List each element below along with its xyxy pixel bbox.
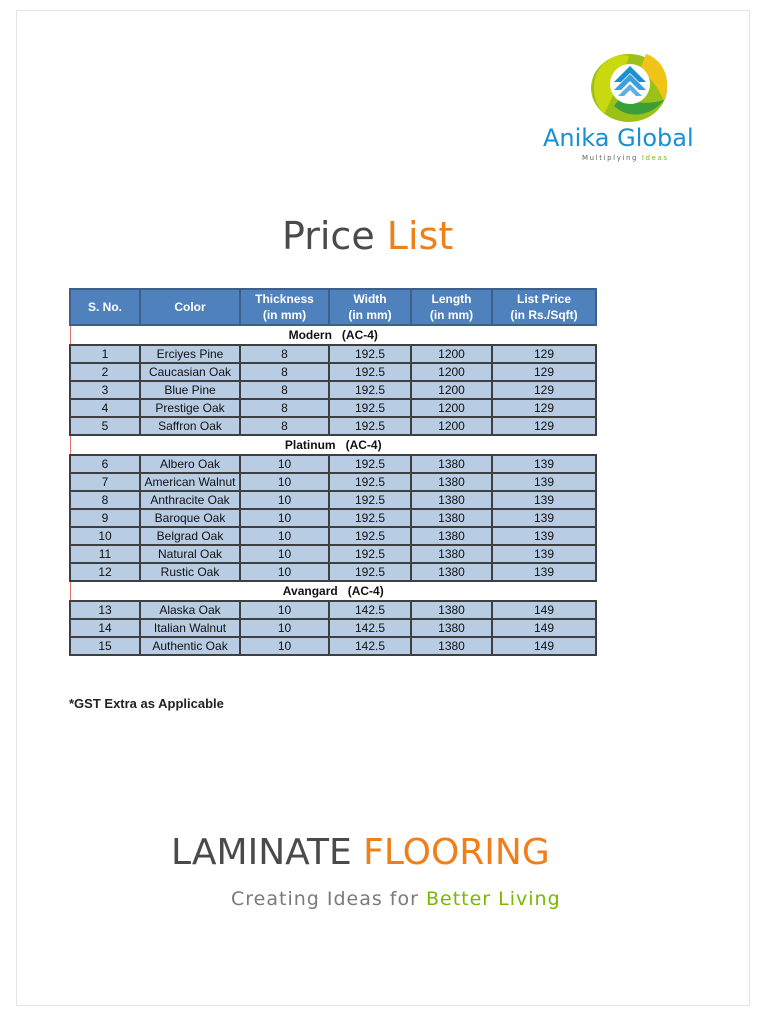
cell-thickness: 10: [240, 473, 329, 491]
cell-length: 1380: [411, 491, 492, 509]
cell-width: 142.5: [329, 637, 411, 655]
cell-length: 1380: [411, 563, 492, 581]
cell-color: Albero Oak: [140, 455, 240, 473]
cell-width: 192.5: [329, 527, 411, 545]
table-body: [70, 325, 596, 655]
bottom-title-main: LAMINATE: [171, 832, 352, 873]
cell-thickness: 10: [240, 619, 329, 637]
cell-thickness: 8: [240, 345, 329, 363]
group-name: Modern (AC-4): [70, 325, 596, 345]
cell-sno: 9: [70, 509, 140, 527]
table-row: [70, 619, 596, 637]
group-row: [70, 581, 596, 601]
cell-width: 192.5: [329, 473, 411, 491]
cell-thickness: 10: [240, 601, 329, 619]
cell-sno: 6: [70, 455, 140, 473]
title-main: Price: [282, 214, 375, 258]
cell-length: 1380: [411, 545, 492, 563]
cell-list-price: 139: [492, 455, 596, 473]
cell-length: 1200: [411, 417, 492, 435]
cell-length: 1380: [411, 637, 492, 655]
anika-global-logo-icon: [584, 44, 674, 124]
brand-name: Anika Global: [543, 124, 694, 152]
cell-thickness: 8: [240, 417, 329, 435]
cell-thickness: 10: [240, 455, 329, 473]
brand-tagline: [582, 154, 702, 162]
bottom-tag-accent: Better Living: [425, 888, 561, 910]
cell-width: 192.5: [329, 545, 411, 563]
cell-length: 1380: [411, 473, 492, 491]
cell-color: Belgrad Oak: [140, 527, 240, 545]
cell-length: 1200: [411, 345, 492, 363]
cell-thickness: 10: [240, 637, 329, 655]
cell-thickness: 8: [240, 363, 329, 381]
cell-length: 1380: [411, 455, 492, 473]
cell-width: 192.5: [329, 417, 411, 435]
group-row: [70, 435, 596, 455]
cell-length: 1200: [411, 363, 492, 381]
cell-length: 1200: [411, 399, 492, 417]
bottom-tagline: [231, 888, 631, 910]
cell-color: Authentic Oak: [140, 637, 240, 655]
cell-list-price: 139: [492, 545, 596, 563]
cell-color: Baroque Oak: [140, 509, 240, 527]
table-row: [70, 363, 596, 381]
cell-color: Anthracite Oak: [140, 491, 240, 509]
cell-length: 1380: [411, 619, 492, 637]
cell-thickness: 10: [240, 491, 329, 509]
table-row: [70, 381, 596, 399]
cell-list-price: 129: [492, 345, 596, 363]
cell-list-price: 129: [492, 381, 596, 399]
table-row: [70, 345, 596, 363]
cell-sno: 12: [70, 563, 140, 581]
bottom-tag-main: Creating Ideas for: [231, 888, 419, 910]
group-row: [70, 325, 596, 345]
cell-thickness: 10: [240, 545, 329, 563]
table-row: [70, 491, 596, 509]
header-length: Length (in mm): [411, 289, 492, 325]
cell-width: 192.5: [329, 563, 411, 581]
cell-thickness: 10: [240, 527, 329, 545]
table-row: [70, 455, 596, 473]
cell-color: Prestige Oak: [140, 399, 240, 417]
header-width: Width (in mm): [329, 289, 411, 325]
cell-length: 1380: [411, 527, 492, 545]
cell-thickness: 10: [240, 509, 329, 527]
price-list-title: [282, 214, 482, 258]
cell-length: 1380: [411, 509, 492, 527]
title-accent: List: [386, 214, 454, 258]
table-row: [70, 563, 596, 581]
cell-color: Blue Pine: [140, 381, 240, 399]
cell-width: 192.5: [329, 455, 411, 473]
table-row: [70, 509, 596, 527]
brand-tagline-main: Multiplying: [582, 154, 639, 162]
cell-width: 192.5: [329, 509, 411, 527]
cell-sno: 7: [70, 473, 140, 491]
cell-sno: 2: [70, 363, 140, 381]
cell-color: Erciyes Pine: [140, 345, 240, 363]
cell-sno: 11: [70, 545, 140, 563]
table-row: [70, 417, 596, 435]
table-row: [70, 637, 596, 655]
cell-length: 1200: [411, 381, 492, 399]
cell-width: 142.5: [329, 619, 411, 637]
header-thickness: Thickness (in mm): [240, 289, 329, 325]
header-list-price: List Price (in Rs./Sqft): [492, 289, 596, 325]
cell-sno: 15: [70, 637, 140, 655]
cell-list-price: 129: [492, 363, 596, 381]
cell-sno: 10: [70, 527, 140, 545]
cell-width: 142.5: [329, 601, 411, 619]
cell-color: American Walnut: [140, 473, 240, 491]
cell-list-price: 129: [492, 417, 596, 435]
table-row: [70, 473, 596, 491]
cell-list-price: 139: [492, 563, 596, 581]
cell-color: Italian Walnut: [140, 619, 240, 637]
cell-color: Alaska Oak: [140, 601, 240, 619]
cell-sno: 5: [70, 417, 140, 435]
group-name: Platinum (AC-4): [70, 435, 596, 455]
laminate-flooring-title: [171, 832, 651, 873]
cell-thickness: 8: [240, 381, 329, 399]
cell-color: Caucasian Oak: [140, 363, 240, 381]
table-row: [70, 545, 596, 563]
cell-width: 192.5: [329, 399, 411, 417]
cell-color: Natural Oak: [140, 545, 240, 563]
cell-list-price: 149: [492, 637, 596, 655]
gst-footnote: *GST Extra as Applicable: [69, 696, 224, 711]
table-row: [70, 399, 596, 417]
cell-list-price: 129: [492, 399, 596, 417]
cell-sno: 4: [70, 399, 140, 417]
cell-list-price: 149: [492, 601, 596, 619]
cell-sno: 14: [70, 619, 140, 637]
cell-width: 192.5: [329, 381, 411, 399]
cell-width: 192.5: [329, 491, 411, 509]
cell-thickness: 10: [240, 563, 329, 581]
cell-width: 192.5: [329, 363, 411, 381]
price-table: [69, 288, 597, 656]
group-name: Avangard (AC-4): [70, 581, 596, 601]
cell-list-price: 139: [492, 473, 596, 491]
cell-sno: 8: [70, 491, 140, 509]
cell-color: Rustic Oak: [140, 563, 240, 581]
cell-width: 192.5: [329, 345, 411, 363]
header-sno: S. No.: [70, 289, 140, 325]
cell-sno: 13: [70, 601, 140, 619]
cell-sno: 1: [70, 345, 140, 363]
table-row: [70, 601, 596, 619]
cell-list-price: 139: [492, 491, 596, 509]
cell-sno: 3: [70, 381, 140, 399]
brand-tagline-accent: Ideas: [641, 154, 669, 162]
cell-list-price: 139: [492, 509, 596, 527]
header-color: Color: [140, 289, 240, 325]
cell-length: 1380: [411, 601, 492, 619]
cell-list-price: 139: [492, 527, 596, 545]
cell-list-price: 149: [492, 619, 596, 637]
cell-thickness: 8: [240, 399, 329, 417]
table-header-row: [70, 289, 596, 325]
cell-color: Saffron Oak: [140, 417, 240, 435]
table-row: [70, 527, 596, 545]
bottom-title-accent: FLOORING: [363, 832, 550, 873]
